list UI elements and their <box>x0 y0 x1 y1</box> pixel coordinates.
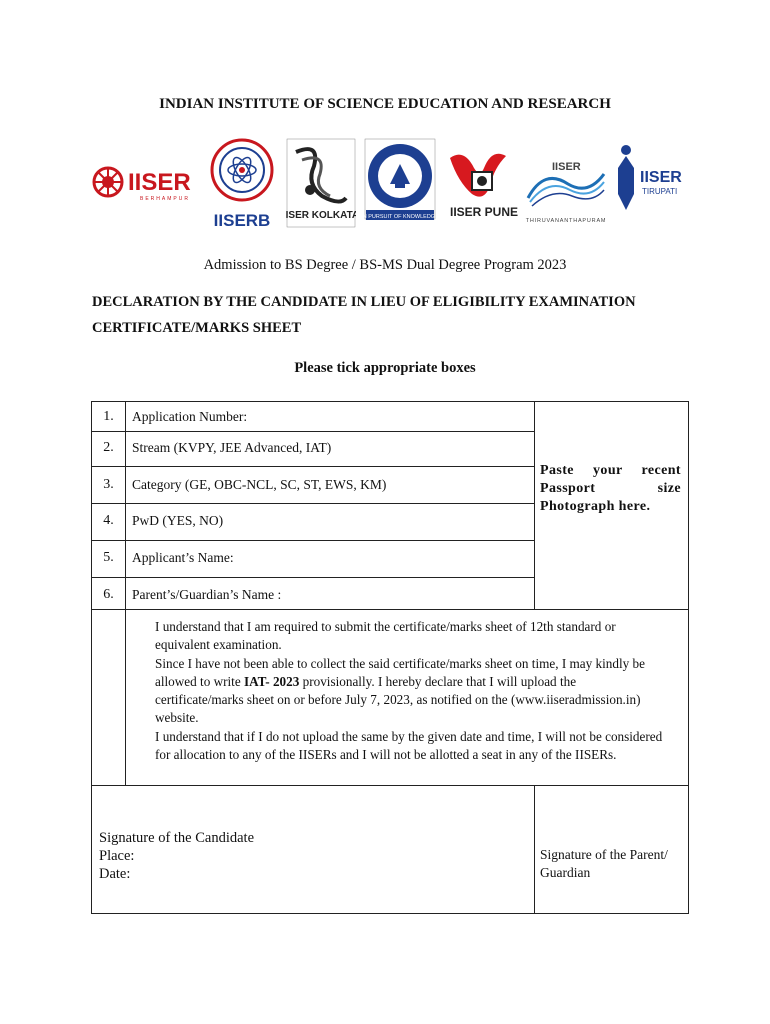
candidate-signature-block[interactable] <box>99 829 519 883</box>
row-divider <box>91 785 689 786</box>
place-label: Place: <box>99 848 135 864</box>
application-number-field[interactable]: Application Number: <box>132 409 248 424</box>
declaration-bold-run: IAT- 2023 <box>244 673 300 689</box>
row-number: 3. <box>103 477 114 492</box>
photo-box-instruction: Paste your recent Passport size Photograph here. <box>540 463 681 514</box>
pwd-field[interactable]: PwD (YES, NO) <box>132 513 224 528</box>
logo-label: IISER KOLKATA <box>286 210 356 221</box>
iiser-pune-logo <box>444 138 522 230</box>
iiser-tirupati-logo <box>612 138 682 230</box>
logo-strip <box>92 138 682 230</box>
logo-label: IISER PUNE <box>449 205 519 219</box>
row-divider <box>91 503 535 504</box>
declaration-title: DECLARATION BY THE CANDIDATE IN LIEU OF ELIGIBILITY EXAMINATION CERTIFICATE/MARKS SHEET <box>92 294 636 336</box>
admission-line: Admission to BS Degree / BS-MS Dual Degree Program 2023 <box>203 257 567 273</box>
row-divider <box>91 431 535 432</box>
parent-signature-label[interactable]: Signature of the Parent/ Guardian <box>540 847 668 880</box>
iiser-kolkata-logo <box>286 138 356 230</box>
category-field[interactable]: Category (GE, OBC-NCL, SC, ST, EWS, KM) <box>132 477 387 492</box>
applicant-name-field[interactable]: Applicant’s Name: <box>132 550 234 565</box>
row-number: 6. <box>103 587 114 602</box>
stream-field[interactable]: Stream (KVPY, JEE Advanced, IAT) <box>132 440 332 455</box>
logo-label: IISERB <box>213 211 271 230</box>
iiser-bhopal-logo <box>206 138 282 230</box>
iiser-mohali-logo <box>364 138 436 230</box>
declaration-paragraph <box>155 655 665 728</box>
logo-label: IISER <box>128 169 191 196</box>
row-number: 5. <box>103 550 114 565</box>
logo-label: IISER <box>552 161 581 173</box>
tick-instruction: Please tick appropriate boxes <box>294 360 476 376</box>
institute-title: INDIAN INSTITUTE OF SCIENCE EDUCATION AND RESEARCH <box>159 96 611 112</box>
logo-sub: THIRUVANANTHAPURAM <box>525 218 607 224</box>
row-divider <box>91 540 535 541</box>
row-number: 2. <box>103 440 114 455</box>
declaration-text-run: Since I have not been able to collect the said certificate/marks sheet on time, I may kindly be allowed to write <box>155 655 645 689</box>
parent-name-field[interactable]: Parent’s/Guardian’s Name : <box>132 587 282 602</box>
declaration-paragraph: I understand that I am required to submit the certificate/marks sheet of 12th standard or equivalent examination. <box>155 619 616 653</box>
declaration-text <box>155 618 665 764</box>
photo-divider <box>534 401 535 609</box>
row-divider <box>91 609 689 610</box>
declaration-text-run: provisionally. I hereby declare that I will upload the certificate/marks sheet on or before July 7, 2023, as notified on the (www.iiseradmission.in) website. <box>155 673 641 726</box>
row-number: 4. <box>103 513 114 528</box>
row-divider <box>91 466 535 467</box>
logo-label: IN PURSUIT OF KNOWLEDGE <box>364 214 436 220</box>
row-divider <box>91 577 535 578</box>
row-number: 1. <box>103 409 114 424</box>
signature-divider <box>534 785 535 914</box>
date-label: Date: <box>99 866 131 882</box>
iiser-berhampur-logo <box>92 138 202 230</box>
logo-sub: TIRUPATI <box>642 187 678 196</box>
logo-label: IISER <box>640 169 682 186</box>
logo-sub: BERHAMPUR <box>140 196 190 202</box>
declaration-paragraph: I understand that if I do not upload the same by the given date and time, I will not be considered for allocation to any of the IISERs and I will not be allotted a seat in any of the IISERs. <box>155 728 663 763</box>
candidate-signature-label: Signature of the Candidate <box>99 830 255 846</box>
iiser-thiruvananthapuram-logo <box>524 138 608 230</box>
